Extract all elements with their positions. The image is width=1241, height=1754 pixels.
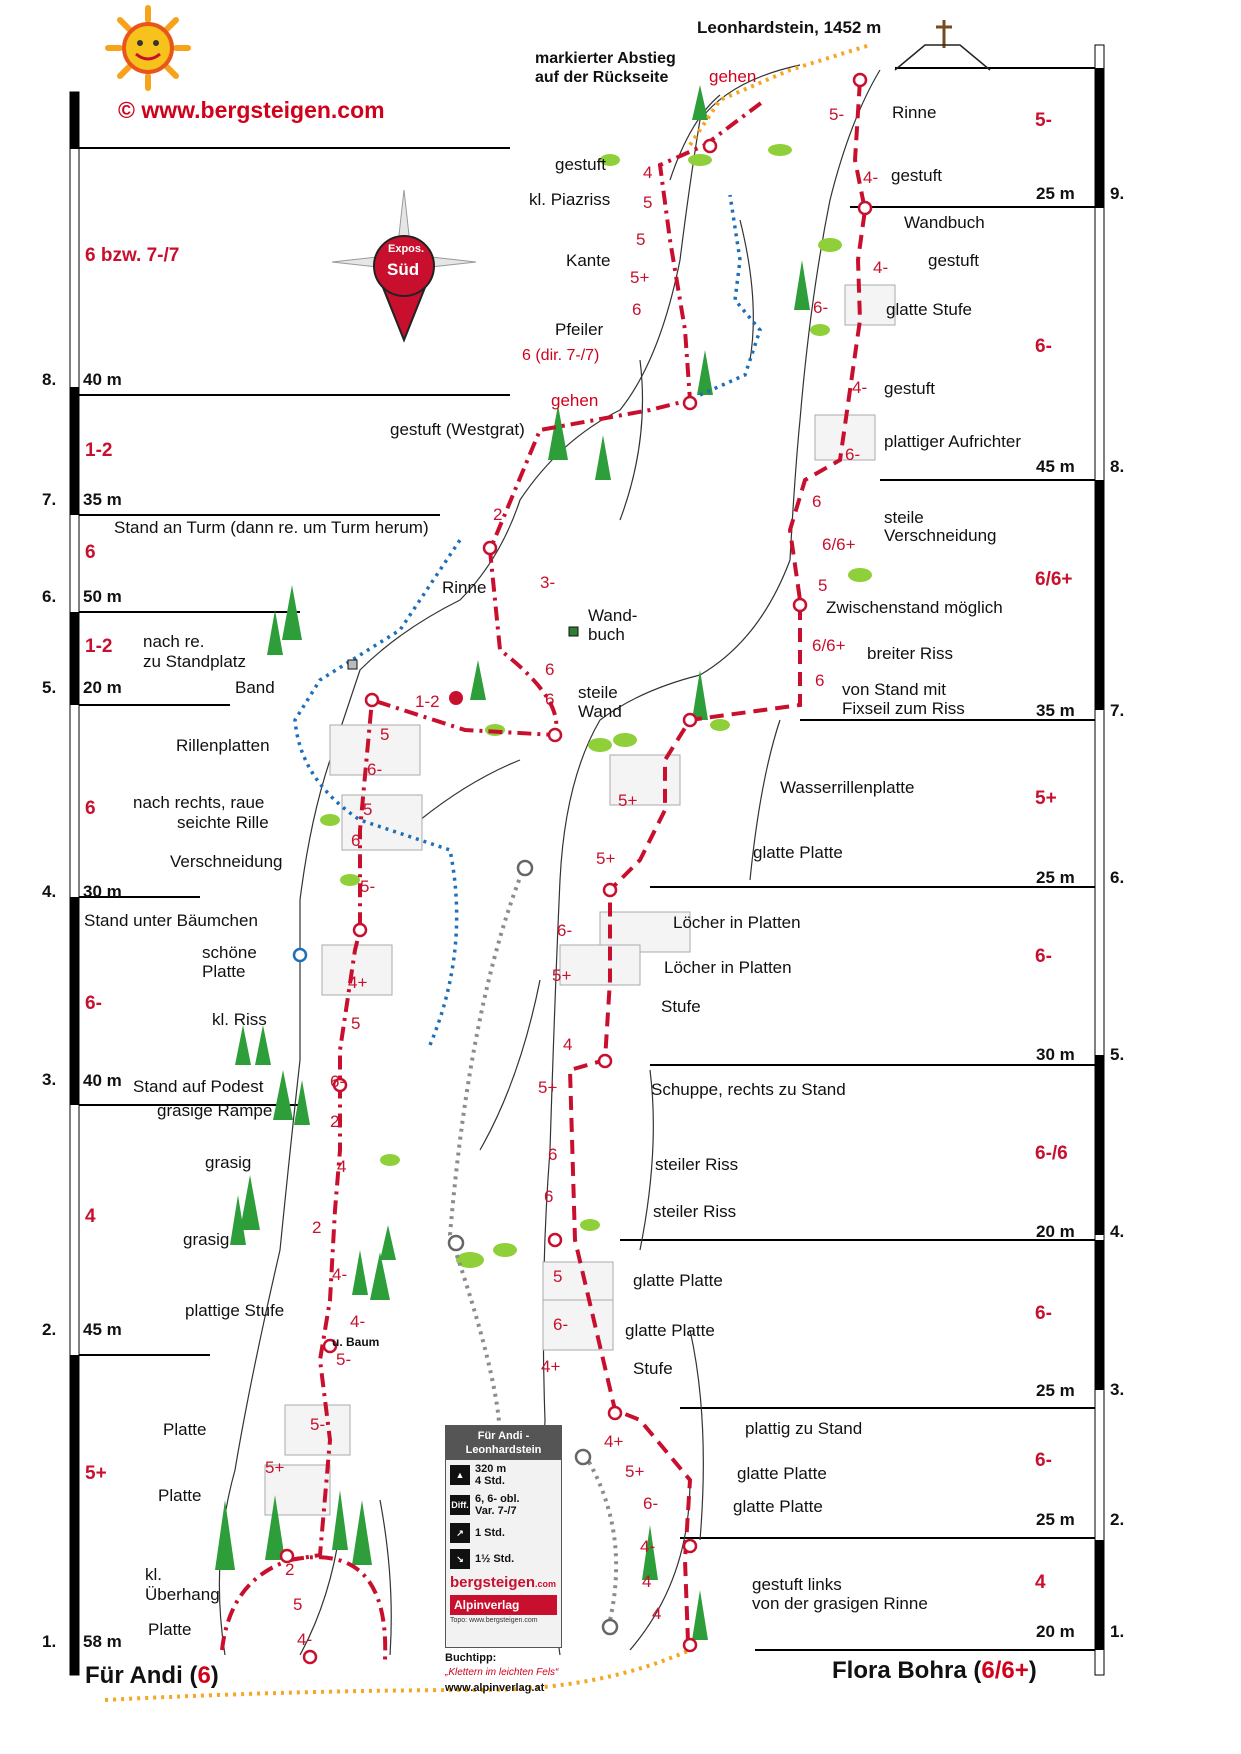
feature-label: Band (235, 678, 275, 697)
right-pitch-length: 35 m (1036, 701, 1075, 720)
right-pitch-length: 45 m (1036, 457, 1075, 476)
feature-label: Rillenplatten (176, 736, 270, 755)
route-mark: 2 (312, 1218, 322, 1237)
route-mark: 6- (813, 298, 829, 317)
left-pitch-no: 2. (42, 1320, 57, 1339)
route-mark: 6- (845, 445, 861, 464)
right-pitch-length: 30 m (1036, 1045, 1075, 1064)
route-mark: 2 (330, 1112, 340, 1131)
feature-label: glatte Platte (733, 1497, 823, 1516)
blue-rings (294, 949, 306, 961)
route-mark: 2 (285, 1560, 295, 1579)
feature-label: steile (884, 508, 924, 527)
route-mark: 4+ (541, 1357, 561, 1376)
feature-label: 6 (dir. 7-/7) (522, 347, 600, 364)
route-mark: 6 (812, 492, 822, 511)
feature-label: buch (588, 625, 625, 644)
route-mark: 6 (545, 660, 555, 679)
hiker-down-icon: ↘ (450, 1549, 470, 1569)
route-mark: 5 (643, 193, 653, 212)
feature-label: gestuft (891, 166, 943, 185)
sun-logo (108, 8, 188, 88)
route-mark: 4+ (348, 973, 368, 992)
route-mark: 6 (351, 831, 361, 850)
route-mark: 5 (363, 800, 373, 819)
route-name-left-text: Für Andi (85, 1662, 183, 1689)
feature-label: glatte Platte (753, 843, 843, 862)
feature-label: Überhang (145, 1585, 220, 1604)
info-length-row (446, 1460, 561, 1490)
feature-label: Löcher in Platten (664, 958, 792, 977)
route-mark: 4- (873, 258, 889, 277)
right-pitch-no: 9. (1110, 184, 1125, 203)
right-pitch-no: 5. (1110, 1045, 1125, 1064)
feature-label: Wand- (588, 606, 638, 625)
info-length: 320 m (475, 1463, 507, 1475)
route-mark: 4 (652, 1604, 662, 1623)
left-pitch-length: 40 m (83, 1071, 122, 1090)
right-pitch-grade: 5+ (1035, 788, 1057, 809)
route-mark: 5+ (538, 1078, 558, 1097)
compass-label-2: Süd (387, 260, 420, 279)
right-pitch-grade: 6- (1035, 336, 1052, 357)
info-diff-2: Var. 7-/7 (475, 1505, 517, 1517)
left-pitch-length: 45 m (83, 1320, 122, 1339)
route-mark: 6 (632, 300, 642, 319)
feature-label: seichte Rille (177, 813, 269, 832)
right-pitch-length: 20 m (1036, 1222, 1075, 1241)
right-pitch-no: 6. (1110, 868, 1125, 887)
right-pitch-grade: 4 (1035, 1572, 1046, 1593)
feature-label: steiler Riss (655, 1155, 739, 1174)
descent-label-1: markierter Abstieg (535, 50, 676, 67)
feature-label: Kante (566, 251, 611, 270)
feature-label: plattige Stufe (185, 1301, 285, 1320)
right-pitch-grade: 6- (1035, 1450, 1052, 1471)
left-pitch-grade: 4 (85, 1206, 96, 1227)
feature-label: Rinne (442, 578, 487, 597)
route-mark: 4- (852, 378, 868, 397)
route-mark: 5+ (265, 1458, 285, 1477)
left-pitch-grade: 6 (85, 542, 96, 563)
route-mark: 6 (545, 690, 555, 709)
feature-label: Stand unter Bäumchen (84, 911, 258, 930)
feature-label: plattig zu Stand (745, 1419, 863, 1438)
standplatz-box (348, 660, 357, 669)
feature-label: Schuppe, rechts zu Stand (651, 1080, 846, 1099)
left-pitch-length: 50 m (83, 587, 122, 606)
feature-label: grasig (205, 1153, 252, 1172)
feature-label: Zwischenstand möglich (826, 598, 1003, 617)
buchtipp-url[interactable]: www.alpinverlag.at (445, 1682, 545, 1694)
right-pitch-length: 25 m (1036, 868, 1075, 887)
buchtipp-title: „Klettern im leichten Fels“ (445, 1667, 559, 1678)
abseil-path-lower (585, 1455, 616, 1620)
feature-label: Wasserrillenplatte (780, 778, 915, 797)
summit-cross (895, 20, 990, 70)
feature-label: breiter Riss (867, 644, 953, 663)
route-mark: 1-2 (415, 692, 440, 711)
route-mark: 5 (380, 725, 390, 744)
descent-label-2: auf der Rückseite (535, 69, 669, 86)
right-pitch-length: 20 m (1036, 1622, 1075, 1641)
route-mark: 5+ (630, 268, 650, 287)
route-mark: 5- (360, 877, 376, 896)
feature-label: Platte (163, 1420, 207, 1439)
route-mark: 3- (540, 573, 556, 592)
feature-label: u. Baum (332, 1335, 380, 1349)
feature-label: Stufe (633, 1359, 673, 1378)
feature-label: Wand (578, 702, 622, 721)
info-title-2: Leonhardstein (465, 1444, 542, 1456)
right-pitch-length: 25 m (1036, 1381, 1075, 1400)
feature-label: glatte Platte (633, 1271, 723, 1290)
route-mark: 5+ (596, 849, 616, 868)
route-mark: 5 (351, 1014, 361, 1033)
right-pitch-grade: 6- (1035, 946, 1052, 967)
left-pitch-grade: 1-2 (85, 636, 113, 657)
route-mark: 4- (350, 1312, 366, 1331)
abseil-path (450, 865, 525, 1440)
route-mark: 4 (563, 1035, 573, 1054)
right-pitch-no: 8. (1110, 457, 1125, 476)
info-time: 4 Std. (475, 1475, 505, 1487)
gehen-mid: gehen (551, 391, 599, 410)
feature-label: glatte Stufe (886, 300, 973, 319)
route-name-right-text: Flora Bohra (832, 1657, 967, 1684)
left-pitch-grade: 1-2 (85, 440, 113, 461)
left-pitch-length: 58 m (83, 1632, 122, 1651)
feature-label: Löcher in Platten (673, 913, 801, 932)
info-descent-row (446, 1546, 561, 1572)
feature-label: Stand an Turm (dann re. um Turm herum) (114, 518, 429, 537)
right-pitch-no: 3. (1110, 1380, 1125, 1399)
info-descent: 1½ Std. (475, 1553, 515, 1565)
route-mark: 6/6+ (822, 535, 856, 554)
feature-label: kl. Riss (212, 1010, 267, 1029)
route-mark: 6- (330, 1072, 346, 1091)
logo-suffix: .com (535, 1579, 557, 1589)
hiker-up-icon: ↗ (450, 1523, 470, 1543)
feature-label: gestuft (884, 379, 936, 398)
feature-label: grasige Rampe (157, 1101, 273, 1120)
alpinverlag-logo[interactable]: Alpinverlag (450, 1595, 557, 1615)
left-pitch-no: 7. (42, 490, 57, 509)
info-title-1: Für Andi - (477, 1430, 530, 1442)
feature-label: Stand auf Podest (133, 1077, 264, 1096)
route-mark: 4- (297, 1630, 313, 1649)
left-pitch-no: 4. (42, 882, 57, 901)
feature-label: Platte (202, 962, 246, 981)
feature-label: schöne (202, 943, 257, 962)
feature-label: Verschneidung (170, 852, 283, 871)
feature-label: Stufe (661, 997, 701, 1016)
route-mark: 5- (336, 1350, 352, 1369)
route-mark: 5 (636, 230, 646, 249)
right-pitch-grade: 5- (1035, 110, 1052, 131)
left-pitch-length: 30 m (83, 882, 122, 901)
left-pitch-no: 6. (42, 587, 57, 606)
info-title (446, 1426, 561, 1460)
route-mark: 4+ (604, 1432, 624, 1451)
feature-label: glatte Platte (625, 1321, 715, 1340)
route-mark: 5 (293, 1595, 303, 1614)
variant-blue-right (700, 195, 760, 395)
route-mark: 2 (493, 505, 503, 524)
summit-label: Leonhardstein, 1452 m (697, 18, 882, 37)
feature-label: gestuft (Westgrat) (390, 420, 525, 439)
route-mark: 4- (332, 1265, 348, 1284)
info-diff-1: 6, 6- obl. (475, 1493, 520, 1505)
feature-label: plattiger Aufrichter (884, 432, 1022, 451)
route-mark: 5+ (552, 966, 572, 985)
feature-label: Fixseil zum Riss (842, 699, 965, 718)
route-mark: 6- (553, 1315, 569, 1334)
route-mark: 4 (643, 163, 653, 182)
route-grade-right: 6/6+ (981, 1657, 1029, 1684)
right-pitch-length: 25 m (1036, 184, 1075, 203)
left-pitch-no: 3. (42, 1070, 57, 1089)
route-grade-left: 6 (197, 1662, 211, 1689)
compass-label-1: Expos. (388, 243, 425, 255)
route-mark: 5+ (618, 791, 638, 810)
logo-text: bergsteigen (450, 1574, 536, 1591)
copyright-url[interactable]: © www.bergsteigen.com (118, 97, 385, 123)
feature-label: von Stand mit (842, 680, 946, 699)
right-pitch-grade: 6/6+ (1035, 569, 1073, 590)
route-mark: 4 (642, 1572, 652, 1591)
gehen-top: gehen (709, 67, 757, 86)
info-diff-row (446, 1490, 561, 1520)
feature-label: Pfeiler (555, 320, 604, 339)
topo-credit: Topo: www.bergsteigen.com (450, 1617, 538, 1624)
right-pitch-no: 7. (1110, 701, 1125, 720)
left-pitch-grade: 5+ (85, 1463, 107, 1484)
left-pitch-no: 5. (42, 678, 57, 697)
route-mark: 6 (815, 671, 825, 690)
feature-label: kl. (145, 1565, 162, 1584)
left-pitch-no: 1. (42, 1632, 57, 1651)
left-pitch-grade: 6 (85, 798, 96, 819)
climber-icon: ▲ (450, 1465, 470, 1485)
right-pitch-length: 25 m (1036, 1510, 1075, 1529)
route-name-right: Flora Bohra (6/6+) (832, 1657, 1037, 1684)
left-pitch-length: 20 m (83, 678, 122, 697)
bergsteigen-logo[interactable] (446, 1572, 561, 1593)
route-mark: 5 (553, 1267, 563, 1286)
left-pitch-length: 40 m (83, 370, 122, 389)
right-pitch-grade: 6- (1035, 1303, 1052, 1324)
route-mark: 4 (337, 1157, 347, 1176)
feature-label: steile (578, 683, 618, 702)
route-info-box (445, 1425, 562, 1648)
route-mark: 5- (829, 105, 845, 124)
right-pitch-grade: 6-/6 (1035, 1143, 1068, 1164)
feature-label: kl. Piazriss (529, 190, 611, 209)
route-mark: 5+ (625, 1462, 645, 1481)
feature-label: zu Standplatz (143, 652, 247, 671)
info-approach-row (446, 1520, 561, 1546)
right-pitch-no: 1. (1110, 1622, 1125, 1641)
left-pitch-grade: 6- (85, 993, 102, 1014)
route-mark: 6- (367, 760, 383, 779)
route-mark: 6/6+ (812, 636, 846, 655)
route-mark: 6 (548, 1145, 558, 1164)
right-pitch-no: 4. (1110, 1222, 1125, 1241)
feature-label: nach rechts, raue (133, 793, 265, 812)
info-approach: 1 Std. (475, 1527, 505, 1539)
descent-path (690, 45, 870, 145)
key-station (449, 691, 463, 705)
feature-label: glatte Platte (737, 1464, 827, 1483)
feature-label: gestuft (555, 155, 607, 174)
feature-label: von der grasigen Rinne (752, 1594, 928, 1613)
feature-label: nach re. (143, 632, 205, 651)
wandbuch-box (569, 627, 578, 636)
route-mark: 6- (557, 921, 573, 940)
feature-label: Platte (158, 1486, 202, 1505)
feature-label: grasig (183, 1230, 230, 1249)
buchtipp-label: Buchtipp: (445, 1652, 497, 1664)
left-pitch-length: 35 m (83, 490, 122, 509)
difficulty-icon: Diff. (450, 1495, 470, 1515)
route-mark: 6- (643, 1494, 659, 1513)
route-mark: 5- (310, 1415, 326, 1434)
feature-label: Platte (148, 1620, 192, 1639)
route-mark: 5 (818, 576, 828, 595)
route-mark: 6 (544, 1187, 554, 1206)
feature-label: steiler Riss (653, 1202, 737, 1221)
feature-label: Verschneidung (884, 526, 997, 545)
feature-label: Rinne (892, 103, 937, 122)
route-name-left: Für Andi (6) (85, 1662, 219, 1689)
right-pitch-no: 2. (1110, 1510, 1125, 1529)
feature-label: gestuft (928, 251, 980, 270)
feature-label: Wandbuch (904, 213, 985, 232)
feature-label: gestuft links (752, 1575, 842, 1594)
route-mark: 4- (863, 168, 879, 187)
left-pitch-grade: 6 bzw. 7-/7 (85, 245, 180, 266)
route-mark: 4- (640, 1537, 656, 1556)
left-pitch-no: 8. (42, 370, 57, 389)
